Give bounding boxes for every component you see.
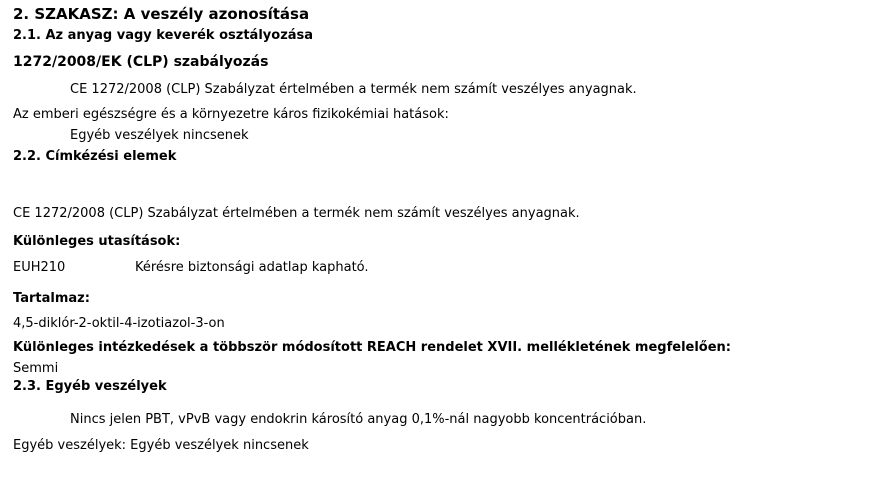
- pbt-vpvb-statement: Nincs jelen PBT, vPvB vagy endokrin károsító anyag 0,1%-nál nagyobb koncentrációban.: [70, 412, 647, 427]
- special-instructions-heading: Különleges utasítások:: [13, 234, 181, 249]
- clp-classification-statement: CE 1272/2008 (CLP) Szabályzat értelmében a termék nem számít veszélyes anyagnak.: [70, 82, 637, 97]
- euh-code: EUH210: [13, 260, 66, 275]
- contains-substance: 4,5-diklór-2-oktil-4-izotiazol-3-on: [13, 316, 225, 331]
- contains-heading: Tartalmaz:: [13, 291, 90, 306]
- euh-statement-row: [13, 260, 885, 276]
- euh-text: Kérésre biztonsági adatlap kapható.: [135, 260, 369, 275]
- physicochemical-effects-label: Az emberi egészségre és a környezetre káros fizikokémiai hatások:: [13, 107, 449, 122]
- reach-annex-value: Semmi: [13, 361, 59, 376]
- subsection-2-1-heading: 2.1. Az anyag vagy keverék osztályozása: [13, 28, 314, 43]
- clp-labelling-statement: CE 1272/2008 (CLP) Szabályzat értelmében a termék nem számít veszélyes anyagnak.: [13, 206, 580, 221]
- section-2-heading: 2. SZAKASZ: A veszély azonosítása: [13, 5, 310, 23]
- physicochemical-effects-value: Egyéb veszélyek nincsenek: [70, 128, 249, 143]
- clp-regulation-heading: 1272/2008/EK (CLP) szabályozás: [13, 54, 269, 70]
- other-hazards-line: Egyéb veszélyek: Egyéb veszélyek nincsenek: [13, 438, 309, 453]
- subsection-2-3-heading: 2.3. Egyéb veszélyek: [13, 379, 167, 394]
- reach-annex-heading: Különleges intézkedések a többször módosított REACH rendelet XVII. mellékletének megfelelően:: [13, 340, 732, 355]
- subsection-2-2-heading: 2.2. Címkézési elemek: [13, 149, 177, 164]
